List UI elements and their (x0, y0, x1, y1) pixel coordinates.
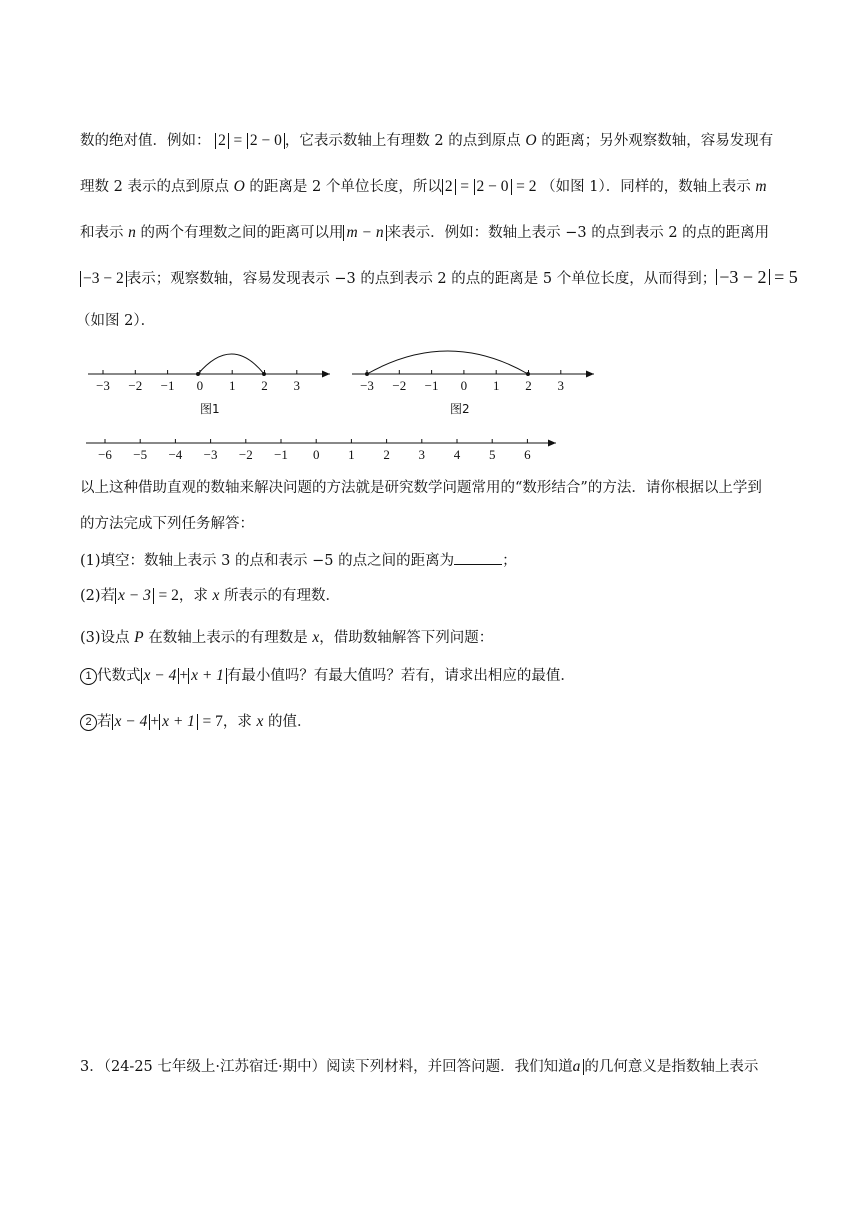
question-3-2 (80, 712, 312, 732)
abs-x-minus-3: x − 3 (115, 588, 154, 604)
tick-label: 4 (453, 447, 461, 462)
figure-2 (352, 351, 594, 416)
point-2 (262, 372, 266, 376)
var-x: x (212, 587, 220, 604)
abs-x-minus-4: x − 4 (141, 668, 180, 684)
var-n: n (128, 224, 136, 241)
text: 的距离；另外观察数轴，容易发现有 (541, 133, 774, 149)
text: 的值． (268, 714, 312, 730)
tick-label: 6 (524, 447, 531, 462)
next-question (80, 1057, 758, 1077)
tick-label: −2 (392, 378, 407, 393)
var-O: O (525, 132, 537, 149)
figure-1 (88, 354, 330, 416)
para-line-2 (80, 177, 767, 197)
text: 和表示 (80, 225, 124, 241)
text: 以上这种借助直观的数轴来解决问题的方法就是研究数学问题常用的“数形结合”的方法．请你根据以上学到 (80, 480, 762, 496)
question-1 (80, 550, 517, 571)
tick-label: 0 (196, 378, 204, 393)
text: 理数 2 表示的点到原点 (80, 179, 229, 195)
tick-label: −5 (133, 447, 148, 462)
eq: = 2 (158, 587, 179, 604)
tick-label: −2 (238, 447, 253, 462)
figure-2-caption: 图2 (450, 402, 470, 416)
arc-0-to-2 (198, 354, 264, 374)
var-O: O (233, 178, 245, 195)
tick-label: −1 (274, 447, 288, 462)
text: （如图 2）． (76, 313, 156, 329)
para-line-5 (76, 311, 155, 331)
tick-label: 2 (383, 447, 390, 462)
plus: + (179, 667, 189, 684)
tick-label: 1 (348, 447, 355, 462)
eq: = (233, 132, 243, 149)
para-line-1 (80, 131, 773, 151)
text: 数的绝对值．例如： (80, 133, 211, 149)
text: 的两个有理数之间的距离可以用 (140, 225, 344, 241)
tick-label: 0 (312, 447, 320, 462)
tick-label: −4 (168, 447, 183, 462)
method-line-2 (80, 514, 254, 534)
text: 的距离是 2 个单位长度，所以 (249, 179, 442, 195)
var-P: P (134, 629, 144, 646)
plus: + (150, 713, 160, 730)
tick-label: 3 (293, 378, 301, 393)
eq: = 7 (202, 713, 223, 730)
var-x: x (312, 629, 320, 646)
point-neg3 (365, 372, 369, 376)
abs-neg3-minus-2: −3 − 2 (80, 271, 127, 287)
text: 代数式 (97, 668, 141, 684)
text: ，借助数轴解答下列问题： (319, 630, 494, 646)
text: 的几何意义是指数轴上表示 (584, 1059, 759, 1075)
eq: = (460, 178, 469, 195)
circled-number-1: 1 (80, 668, 97, 685)
arc-neg3-to-2 (367, 351, 528, 374)
tick-label: −1 (160, 378, 175, 393)
tick-label: 0 (460, 378, 468, 393)
text: ，求 (222, 714, 252, 730)
text: (1)填空：数轴上表示 3 的点和表示 −5 的点之间的距离为 (80, 553, 455, 569)
text: （如图 1）．同样的，数轴上表示 (541, 179, 751, 195)
question-3 (80, 628, 493, 648)
tick-label: −3 (203, 447, 218, 462)
circled-number-2: 2 (80, 714, 97, 731)
tick-label: 2 (261, 378, 268, 393)
text: ，它表示数轴上有理数 2 的点到原点 (284, 133, 521, 149)
abs-neg3-minus-2-large: −3 − 2 (716, 269, 769, 285)
abs-2-minus-0: 2 − 0 (247, 133, 285, 149)
arrow-head (548, 440, 556, 447)
abs-x-minus-4: x − 4 (112, 714, 151, 730)
text: 来表示．例如：数轴上表示 −3 的点到表示 2 的点的距离用 (386, 225, 770, 241)
method-line-1 (80, 478, 762, 498)
figure-3-number-line (86, 439, 556, 462)
tick-label: 2 (525, 378, 532, 393)
abs-m-minus-n: m − n (343, 225, 386, 241)
text: 在数轴上表示的有理数是 (148, 630, 308, 646)
tick-label: 3 (418, 447, 426, 462)
tick-label: −3 (96, 378, 110, 393)
var-a: a (572, 1058, 581, 1075)
var-m: m (755, 178, 767, 195)
tick-label: 3 (557, 378, 565, 393)
para-line-3 (80, 223, 769, 243)
tick-label: 1 (492, 378, 500, 393)
abs-2: 2 (215, 133, 229, 149)
abs-x-plus-1: x + 1 (188, 668, 227, 684)
text: ，求 (178, 588, 208, 604)
text: 表示；观察数轴，容易发现表示 −3 的点到表示 2 的点的距离是 5 个单位长度，从而得到； (126, 271, 717, 287)
text: 有最小值吗？有最大值吗？若有，请求出相应的最值． (226, 668, 575, 684)
answer-blank[interactable] (454, 550, 502, 565)
arrow-head (586, 371, 594, 378)
point-0 (196, 372, 200, 376)
var-x: x (256, 713, 264, 730)
eq-5: = 5 (774, 267, 798, 287)
abs-2: 2 (442, 179, 456, 195)
tick-label: −2 (128, 378, 143, 393)
tick-label: −3 (360, 378, 374, 393)
text: 的方法完成下列任务解答： (80, 516, 254, 532)
point-2 (526, 372, 530, 376)
tick-label: −1 (424, 378, 439, 393)
question-2 (80, 586, 340, 606)
figure-1-caption: 图1 (200, 402, 220, 416)
number-line-figures (0, 340, 868, 500)
abs-x-plus-1: x + 1 (159, 714, 198, 730)
text: 若 (97, 714, 112, 730)
arrow-head (322, 371, 330, 378)
tick-label: 5 (488, 447, 496, 462)
question-3-1 (80, 666, 575, 686)
abs-2-minus-0: 2 − 0 (474, 179, 512, 195)
tick-label: 1 (228, 378, 236, 393)
eq-2: = 2 (516, 178, 537, 195)
text: ； (502, 553, 517, 569)
text: 所表示的有理数． (223, 588, 340, 604)
tick-label: −6 (98, 447, 112, 462)
text: (3)设点 (80, 630, 130, 646)
text: (2)若 (80, 588, 116, 604)
text: 3．（24-25 七年级上·江苏宿迁·期中）阅读下列材料，并回答问题．我们知道 (80, 1059, 573, 1075)
para-line-4 (80, 267, 798, 289)
